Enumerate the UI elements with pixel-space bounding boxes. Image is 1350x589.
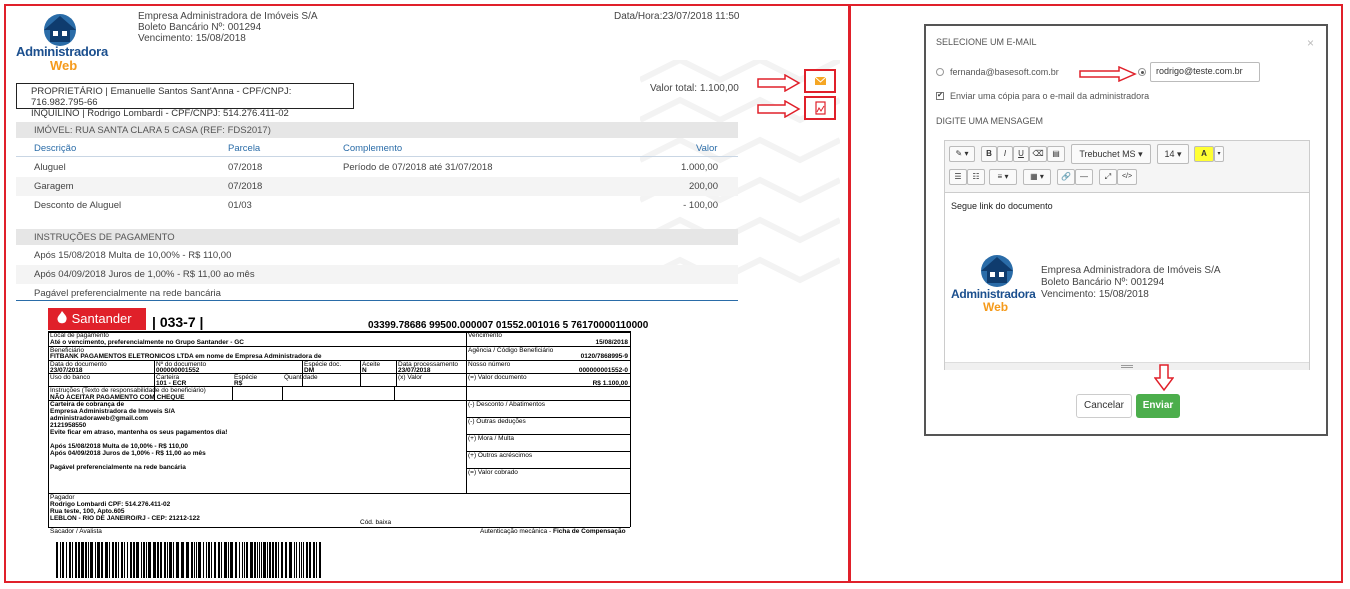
owner-line: PROPRIETÁRIO | Emanuelle Santos Sant'Anna - CPF/CNPJ: 716.982.795-66: [31, 86, 292, 108]
arrow-to-send-icon: [1154, 364, 1174, 392]
pagador-line: LEBLON - RIO DE JANEIRO/RJ - CEP: 21212-122: [50, 515, 200, 522]
email-option-1[interactable]: fernanda@basesoft.com.br: [950, 67, 1059, 77]
data-doc-value: 23/07/2018: [50, 367, 83, 374]
digitable-line: 03399.78686 99500.000007 01552.001016 5 76170000110000: [368, 320, 649, 331]
barcode: [56, 542, 322, 578]
acrescimos-label: (+) Outros acréscimos: [468, 452, 533, 459]
company-name: Empresa Administradora de Imóveis S/A: [1041, 265, 1221, 276]
owner-tenant-box: [16, 83, 354, 119]
data-proc-label: Data processamento: [398, 361, 458, 368]
flame-icon: [56, 311, 68, 325]
data-proc-value: 23/07/2018: [398, 367, 431, 374]
house-icon: [975, 251, 1019, 287]
send-button[interactable]: Enviar: [1136, 394, 1180, 418]
item-value: 1.000,00: [681, 162, 718, 173]
logo-text-sub: Web: [50, 58, 78, 73]
instruction-line: [16, 265, 738, 284]
valor-doc-label: (=) Valor documento: [468, 374, 527, 381]
tenant-line: INQUILINO | Rodrigo Lombardi - CPF/CNPJ: 514.276.411-02: [31, 108, 289, 119]
highlight-color-button[interactable]: A: [1194, 146, 1214, 162]
especie-value: R$: [234, 380, 243, 387]
item-value: 200,00: [688, 181, 718, 192]
local-label: Local de pagamento: [50, 332, 109, 339]
num-doc-label: Nº do documento: [156, 361, 207, 368]
arrow-to-email-option-icon: [1079, 66, 1137, 82]
instr-line: Evite ficar em atraso, mantenha os seus pagamentos dia!: [50, 429, 228, 436]
company-name: Empresa Administradora de Imóveis S/A: [138, 11, 318, 22]
table-row: [16, 158, 738, 177]
modal-title: SELECIONE UM E-MAIL: [936, 37, 1037, 47]
autent-label: Autenticação mecânica -: [480, 528, 552, 535]
instruction-text: Após 15/08/2018 Multa de 10,00% - R$ 110,00: [34, 250, 232, 261]
nosso-label: Nosso número: [468, 361, 511, 368]
style-dropdown[interactable]: ✎ ▾: [949, 146, 975, 162]
code-view-icon[interactable]: </>: [1117, 169, 1137, 185]
color-dropdown[interactable]: ▾: [1214, 146, 1224, 162]
instr-line: Após 04/09/2018 Juros de 1,00% - R$ 11,00 ao mês: [50, 450, 206, 457]
especie-label: Espécie: [234, 374, 258, 381]
radio-email-2[interactable]: [1138, 68, 1146, 76]
col-desc: Descrição: [34, 143, 77, 154]
instruction-line: [16, 246, 738, 265]
instr-line: Após 15/08/2018 Multa de 10,00% - R$ 110,00: [50, 443, 189, 450]
venc-label: Vencimento: [468, 332, 502, 339]
carteira-value: 101 - ECR: [156, 380, 187, 387]
col-parcel: Parcela: [228, 143, 261, 154]
item-comp: Período de 07/2018 até 31/07/2018: [343, 162, 493, 173]
radio-email-1[interactable]: [936, 68, 944, 76]
item-parcel: 07/2018: [228, 162, 263, 173]
especie-doc-label: Espécie doc.: [304, 361, 342, 368]
xvalor-label: (x) Valor: [398, 374, 423, 381]
email-modal: [924, 24, 1328, 436]
santander-logo: [48, 308, 146, 330]
editor-body-text: Segue link do documento: [951, 201, 1053, 211]
link-icon[interactable]: 🔗: [1057, 169, 1075, 185]
total-value: Valor total: 1.100,00: [650, 83, 739, 94]
col-value: Valor: [696, 143, 718, 154]
instr-line: NÃO ACEITAR PAGAMENTO COM CHEQUE: [50, 394, 185, 401]
horizontal-rule-icon[interactable]: —: [1075, 169, 1093, 185]
item-parcel: 07/2018: [228, 181, 263, 192]
boleto-number: Boleto Bancário Nº: 001294: [138, 22, 262, 33]
pdf-icon: [806, 98, 834, 118]
nosso-value: 000000001552-0: [578, 367, 628, 374]
copy-checkbox[interactable]: ✔: [937, 92, 943, 99]
send-email-button[interactable]: [804, 69, 836, 93]
cancel-button[interactable]: Cancelar: [1076, 394, 1132, 418]
especie-doc-value: DM: [304, 367, 315, 374]
pagador-block: [50, 501, 200, 522]
underline-button[interactable]: U: [1013, 146, 1029, 162]
eraser-icon[interactable]: ⌫: [1029, 146, 1047, 162]
benef-value: FITBANK PAGAMENTOS ELETRONICOS LTDA em nome de Empresa Administradora de: [50, 353, 322, 360]
agencia-label: Agência / Código Beneficiário: [468, 347, 554, 354]
company-logo: [16, 10, 106, 72]
benef-label: Beneficiário: [50, 347, 84, 354]
aceite-label: Aceite: [362, 361, 381, 368]
bank-code: | 033-7 |: [152, 314, 204, 330]
instr-line: Carteira de cobrança de: [50, 401, 125, 408]
desconto-label: (-) Desconto / Abatimentos: [468, 401, 545, 408]
instr-label: Instruções (Texto de responsabilidade do beneficiário): [50, 387, 206, 394]
rich-text-editor: [944, 140, 1310, 370]
autenticacao: [480, 528, 626, 535]
italic-button[interactable]: I: [997, 146, 1013, 162]
logo-text-main: Administradora: [16, 44, 108, 59]
divider: [16, 300, 738, 301]
clear-format-icon[interactable]: ▤: [1047, 146, 1065, 162]
editor-content[interactable]: [945, 192, 1309, 362]
qtd-label: Quantidade: [284, 374, 318, 381]
editor-resize-handle[interactable]: [945, 362, 1309, 370]
message-title: DIGITE UMA MENSAGEM: [936, 116, 1044, 126]
ficha-label: Ficha de Compensação: [553, 528, 626, 535]
paragraph-dropdown[interactable]: ≡ ▾: [989, 169, 1017, 185]
logo-text-main: Administradora: [951, 287, 1036, 301]
instructions-header: INSTRUÇÕES DE PAGAMENTO: [16, 229, 738, 245]
property-header: IMÓVEL: RUA SANTA CLARA 5 CASA (REF: FDS2017): [16, 122, 738, 138]
valor-doc-value: R$ 1.100,00: [592, 380, 628, 387]
item-parcel: 01/03: [228, 200, 252, 211]
agencia-value: 0120/7868995-9: [580, 353, 628, 360]
uso-label: Uso do banco: [50, 374, 91, 381]
email-option-2[interactable]: rodrigo@teste.com.br: [1150, 62, 1260, 82]
font-size-dropdown[interactable]: 14 ▾: [1157, 144, 1189, 164]
fullscreen-icon[interactable]: ⤢: [1099, 169, 1117, 185]
data-doc-label: Data do documento: [50, 361, 107, 368]
copy-label: Enviar uma cópia para o e-mail da administradora: [950, 91, 1150, 101]
instr-block: [50, 394, 227, 471]
bank-code-value: 033-7: [159, 314, 196, 330]
table-dropdown[interactable]: ▦ ▾: [1023, 169, 1051, 185]
item-desc: Garagem: [34, 181, 74, 192]
instr-line: 2121958550: [50, 422, 87, 429]
pagador-label: Pagador: [50, 494, 75, 501]
bold-button[interactable]: B: [981, 146, 997, 162]
company-header: [138, 11, 318, 44]
font-family-dropdown[interactable]: Trebuchet MS ▾: [1071, 144, 1151, 164]
table-row: [16, 177, 738, 196]
item-value: - 100,00: [683, 200, 718, 211]
house-icon: [38, 10, 82, 46]
carteira-label: Carteira: [156, 374, 180, 381]
num-doc-value: 000000001552: [156, 367, 200, 374]
pagador-line: Rua teste, 100, Apto.605: [50, 508, 125, 515]
font-family-value: Trebuchet MS: [1079, 149, 1136, 159]
font-size-value: 14: [1164, 149, 1175, 159]
valor-cobrado-label: (=) Valor cobrado: [468, 469, 518, 476]
pdf-button[interactable]: [804, 96, 836, 120]
unordered-list-icon[interactable]: ☰: [949, 169, 967, 185]
col-complement: Complemento: [343, 143, 403, 154]
sacador-label: Sacador / Avalista: [50, 528, 102, 535]
instr-line: Empresa Administradora de Imoveis S/A: [50, 408, 176, 415]
arrow-to-pdf-icon: [757, 100, 801, 118]
email-icon: [806, 71, 834, 91]
instruction-text: Após 04/09/2018 Juros de 1,00% - R$ 11,00 ao mês: [34, 269, 255, 280]
instruction-text: Pagável preferencialmente na rede bancária: [34, 288, 221, 299]
deducoes-label: (-) Outras deduções: [468, 418, 526, 425]
bank-name: Santander: [71, 311, 132, 326]
item-desc: Aluguel: [34, 162, 66, 173]
item-desc: Desconto de Aluguel: [34, 200, 122, 211]
aceite-value: N: [362, 367, 367, 374]
due-date: Vencimento: 15/08/2018: [138, 33, 246, 44]
instr-line: Pagável preferencialmente na rede bancária: [50, 464, 186, 471]
due-date: Vencimento: 15/08/2018: [1041, 289, 1149, 300]
arrow-to-email-icon: [757, 74, 801, 92]
mora-label: (+) Mora / Multa: [468, 435, 515, 442]
instr-line: administradoraweb@gmail.com: [50, 415, 149, 422]
table-row: [16, 196, 738, 215]
pagador-line: Rodrigo Lombardi CPF: 514.276.411-02: [50, 501, 171, 508]
editor-company-block: [1041, 265, 1221, 301]
cod-baixa-label: Cód. baixa: [360, 519, 392, 526]
ordered-list-icon[interactable]: ☷: [967, 169, 985, 185]
boleto-slip: [48, 308, 649, 580]
close-icon[interactable]: ×: [1306, 36, 1314, 50]
datetime: Data/Hora:23/07/2018 11:50: [614, 11, 740, 22]
items-table-header: [16, 140, 738, 157]
local-value: Até o vencimento, preferencialmente no Grupo Santander - GC: [50, 339, 244, 346]
venc-value: 15/08/2018: [595, 339, 628, 346]
logo-text-sub: Web: [983, 300, 1009, 314]
boleto-number: Boleto Bancário Nº: 001294: [1041, 277, 1165, 288]
